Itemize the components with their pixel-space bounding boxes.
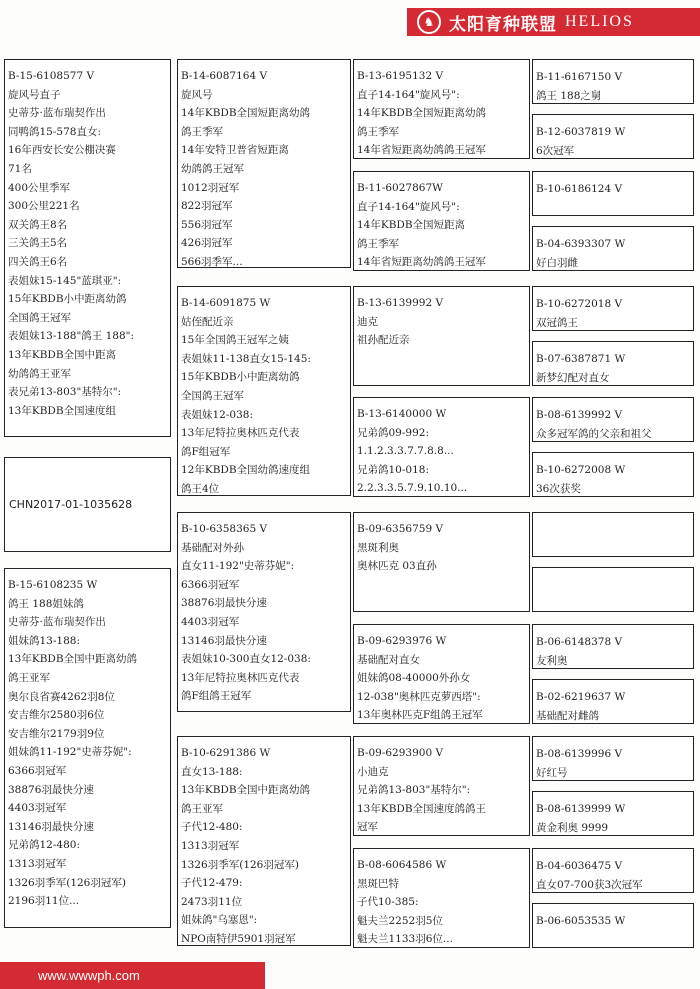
ring-number: B-10-6291386 W [181, 747, 271, 759]
pedigree-line: 2.2.3.3.5.7.9.10.10... [357, 482, 468, 495]
pedigree-line: 鸽王4位 [181, 482, 220, 495]
pedigree-line: 魁夫兰1133羽6位... [357, 933, 453, 946]
pedigree-line: 鸽王 188姐妹鸽 [8, 597, 84, 610]
gen4-box-2 [532, 114, 694, 159]
granddam-paternal-box [177, 286, 351, 496]
gen4-box-8 [532, 452, 694, 497]
gen3-box-5 [353, 512, 530, 612]
pedigree-line: 基础配对直女 [357, 653, 420, 666]
pedigree-line: 14年KBDB全国短距离 [357, 219, 466, 232]
footer-url: www.wwwph.com [38, 968, 140, 983]
pedigree-line: 四关鸽王6名 [8, 255, 68, 268]
pedigree-line: 基础配对雌鸽 [536, 709, 599, 722]
pedigree-line: 15年全国鸽王冠军之姨 [181, 334, 289, 347]
pedigree-line: 兄弟鸽09-992: [357, 426, 429, 439]
pedigree-line: 鸽王季军 [357, 237, 399, 250]
gen4-box-12 [532, 679, 694, 724]
pedigree-line: 14年安特卫普省短距离 [181, 144, 289, 157]
pedigree-line: 13年KBDB全国速度组 [8, 404, 117, 417]
pedigree-line: 1313羽冠军 [8, 857, 67, 870]
ring-number: B-06-6148378 V [536, 636, 623, 648]
pedigree-line: 直子14-164"旋风号": [357, 200, 460, 213]
pedigree-line: 幼鸽鸽王冠军 [181, 162, 244, 175]
ring-number: B-14-6087164 V [181, 70, 268, 82]
pedigree-line: 好白羽雌 [536, 256, 578, 269]
pedigree-line: 兄弟鸽13-803"基特尔": [357, 784, 471, 797]
pedigree-line: 566羽季军... [181, 255, 243, 268]
certificate-number: CHN2017-01-1035628 [9, 498, 133, 511]
ring-number: B-09-6293976 W [357, 635, 447, 647]
gen4-box-11 [532, 624, 694, 669]
pedigree-line: 13146羽最快分速 [8, 820, 94, 833]
ring-number: B-08-6139992 V [536, 409, 623, 421]
ring-number: B-08-6139999 W [536, 803, 626, 815]
pedigree-line: 子代10-385: [357, 896, 419, 909]
pedigree-line: 13年尼特拉奥林匹克代表 [181, 671, 300, 684]
gen3-box-6 [353, 624, 530, 724]
pedigree-line: 鸽王季军 [181, 125, 223, 138]
pedigree-line: 38876羽最快分速 [8, 783, 94, 796]
pedigree-line: 300公里221名 [8, 200, 80, 213]
pedigree-line: 1326羽季军(126羽冠军) [8, 876, 126, 889]
pedigree-line: 双冠鸽王 [536, 316, 578, 329]
pedigree-line: 三关鸽王5名 [8, 237, 68, 250]
gen4-box-7 [532, 397, 694, 442]
pedigree-line: 36次获奖 [536, 482, 581, 495]
pedigree-line: 迪克 [357, 315, 378, 328]
pedigree-line: 822羽冠军 [181, 200, 233, 213]
pedigree-line: 全国鸽王冠军 [181, 389, 244, 402]
pedigree-line: 6366羽冠军 [181, 578, 240, 591]
pedigree-line: 1313羽冠军 [181, 839, 240, 852]
pedigree-line: 直女11-192"史蒂芬妮": [181, 560, 295, 573]
pedigree-line: 71名 [8, 162, 32, 175]
gen4-box-4 [532, 226, 694, 271]
pedigree-line: 好红号 [536, 766, 568, 779]
pedigree-line: 12年KBDB全国幼鸽速度组 [181, 464, 311, 477]
ring-number: B-15-6108577 V [8, 70, 95, 82]
gen4-box-9 [532, 512, 694, 557]
grandsire-paternal-box [177, 59, 351, 268]
gen3-box-4 [353, 397, 530, 497]
ring-number: B-15-6108235 W [8, 579, 98, 591]
sire-lines [5, 60, 170, 420]
dam-lines [5, 569, 170, 911]
ring-number: B-10-6272008 W [536, 464, 626, 476]
pedigree-line: 子代12-479: [181, 877, 243, 890]
header-title: 太阳育种联盟 [449, 14, 557, 35]
pedigree-line: 兄弟鸽12-480: [8, 839, 80, 852]
pedigree-line: 旋风号直子 [8, 88, 61, 101]
pedigree-line: 黑斑利奥 [357, 541, 399, 554]
pedigree-line: 400公里季军 [8, 181, 71, 194]
ring-number: B-13-6140000 W [357, 408, 447, 420]
gen3-box-7 [353, 736, 530, 836]
pedigree-line: 4403羽冠军 [8, 802, 67, 815]
pedigree-line: 38876羽最快分速 [181, 597, 267, 610]
pedigree-line: 12-038"奥林匹克萝西塔": [357, 690, 481, 703]
pedigree-line: 15年KBDB小中距离幼鸽 [8, 293, 127, 306]
ring-number: B-10-6272018 V [536, 298, 623, 310]
ring-number: B-11-6027867W [357, 182, 443, 194]
pedigree-line: 旋风号 [181, 88, 213, 101]
pedigree-line: 16年西安长安公棚决赛 [8, 144, 116, 157]
pedigree-line: 幼鸽鸽王亚军 [8, 367, 71, 380]
pedigree-line: 15年KBDB小中距离幼鸽 [181, 371, 300, 384]
pedigree-line: 冠军 [357, 821, 378, 834]
pedigree-line: 13年尼特拉奥林匹克代表 [181, 427, 300, 440]
pedigree-line: 全国鸽王冠军 [8, 311, 71, 324]
pedigree-line: 友利奥 [536, 654, 568, 667]
horse-logo-icon: ♞ [417, 10, 441, 34]
pedigree-line: 姐妹鸽08-40000外孙女 [357, 672, 471, 685]
pedigree-line: 奥尔良省赛4262羽8位 [8, 690, 115, 703]
pedigree-line: 安吉维尔2179羽9位 [8, 727, 105, 740]
gen4-box-14 [532, 791, 694, 836]
pedigree-line: 14年KBDB全国短距离幼鸽 [181, 107, 311, 120]
pedigree-line: 黄金利奥 9999 [536, 821, 609, 834]
pedigree-line: 兄弟鸽10-018: [357, 463, 429, 476]
pedigree-line: 表姐妹10-300直女12-038: [181, 653, 311, 666]
pedigree-line: 同鸭鸽15-578直女: [8, 125, 101, 138]
pedigree-line: 表姐妹15-145"蓝琪亚": [8, 274, 122, 287]
pedigree-line: 1326羽季军(126羽冠军) [181, 858, 299, 871]
pedigree-line: 姐妹鸽13-188: [8, 634, 80, 647]
pedigree-line: 奥林匹克 03直孙 [357, 560, 437, 573]
pedigree-line: 14年省短距离幼鸽鸽王冠军 [357, 144, 486, 157]
pedigree-line: 姐妹鸽"乌塞恩": [181, 914, 258, 927]
gen4-box-5 [532, 286, 694, 331]
pedigree-line: 13年KBDB全国速度鸽鸽王 [357, 802, 487, 815]
pedigree-line: 6次冠军 [536, 144, 575, 157]
pedigree-line: 6366羽冠军 [8, 764, 67, 777]
ring-number: B-10-6186124 V [536, 183, 623, 195]
pedigree-line: 黑斑巴特 [357, 877, 399, 890]
pedigree-line: 基础配对外孙 [181, 541, 244, 554]
ring-number: B-13-6195132 V [357, 70, 444, 82]
gen3-box-2 [353, 171, 530, 271]
grandsire-maternal-box [177, 512, 351, 712]
pedigree-line: 鸽王 188之舅 [536, 89, 602, 102]
gen4-box-3 [532, 171, 694, 216]
gen4-box-10 [532, 567, 694, 612]
gen3-box-1 [353, 59, 530, 159]
gen3-box-3 [353, 286, 530, 386]
pedigree-line: 姐妹鸽11-192"史蒂芬妮": [8, 746, 132, 759]
ring-number: B-14-6091875 W [181, 297, 271, 309]
sire-box [4, 59, 171, 437]
pedigree-line: 426羽冠军 [181, 237, 233, 250]
pedigree-line: 14年KBDB全国短距离幼鸽 [357, 107, 487, 120]
header-banner [407, 8, 700, 36]
pedigree-line: 直女07-700获3次冠军 [536, 878, 643, 891]
pedigree-line: 13年KBDB全国中距离 [8, 348, 117, 361]
pedigree-line: 13年KBDB全国中距离幼鸽 [181, 784, 311, 797]
pedigree-line: 4403羽冠军 [181, 615, 240, 628]
ring-number: B-09-6293900 V [357, 747, 444, 759]
pedigree-line: 鸽王亚军 [8, 671, 50, 684]
pedigree-line: 14年省短距离幼鸽鸽王冠军 [357, 256, 486, 269]
pedigree-line: 13年奥林匹克F组鸽王冠军 [357, 709, 483, 722]
pedigree-line: 史蒂芬·蓝布瑞契作出 [8, 107, 106, 120]
pedigree-line: 表姐妹13-188"鸽王 188": [8, 330, 135, 343]
pedigree-line: 表姐妹11-138直女15-145: [181, 352, 311, 365]
pedigree-line: 直子14-164"旋风号": [357, 88, 460, 101]
ring-number: B-11-6167150 V [536, 71, 623, 83]
gen4-box-6 [532, 341, 694, 386]
pedigree-line: 小迪克 [357, 765, 389, 778]
pedigree-line: 鸽F组鸽王冠军 [181, 690, 252, 703]
header-brand: HELIOS [565, 13, 634, 30]
pedigree-line: 1.1.2.3.3.7.7.8.8... [357, 445, 454, 458]
pedigree-line: 史蒂芬·蓝布瑞契作出 [8, 616, 106, 629]
ring-number: B-08-6064586 W [357, 859, 447, 871]
ring-number: B-07-6387871 W [536, 353, 626, 365]
pedigree-line: 2473羽11位 [181, 895, 243, 908]
pedigree-line: 新梦幻配对直女 [536, 371, 610, 384]
pedigree-line: 姑侄配近亲 [181, 315, 234, 328]
ring-number: B-06-6053535 W [536, 915, 626, 927]
ring-number: B-10-6358365 V [181, 523, 268, 535]
pedigree-line: 鸽王季军 [357, 125, 399, 138]
pedigree-line: 13146羽最快分速 [181, 634, 267, 647]
gen4-box-16 [532, 903, 694, 948]
pedigree-line: 556羽冠军 [181, 218, 233, 231]
pedigree-line: 众多冠军鸽的父亲和祖父 [536, 427, 652, 440]
ring-number: B-04-6393307 W [536, 238, 626, 250]
pedigree-line: 1012羽冠军 [181, 181, 240, 194]
gen4-box-1 [532, 59, 694, 104]
footer-banner [0, 962, 265, 989]
pedigree-line: 安吉维尔2580羽6位 [8, 709, 105, 722]
gen3-box-8 [353, 848, 530, 948]
pedigree-line: NPO南特伊5901羽冠军 [181, 932, 296, 945]
pedigree-line: 鸽F组冠军 [181, 445, 231, 458]
pedigree-line: 魁夫兰2252羽5位 [357, 914, 443, 927]
pedigree-line: 表兄弟13-803"基特尔": [8, 386, 122, 399]
pedigree-line: 双关鸽王8名 [8, 218, 68, 231]
pedigree-line: 表姐妹12-038: [181, 408, 253, 421]
dam-box [4, 568, 171, 928]
ring-number: B-08-6139996 V [536, 748, 623, 760]
gen4-box-15 [532, 848, 694, 893]
gen4-box-13 [532, 736, 694, 781]
ring-number: B-02-6219637 W [536, 691, 626, 703]
pedigree-line: 祖孙配近亲 [357, 334, 410, 347]
ring-number: B-12-6037819 W [536, 126, 626, 138]
pedigree-line: 13年KBDB全国中距离幼鸽 [8, 653, 138, 666]
pedigree-line: 2196羽11位... [8, 895, 80, 908]
pedigree-line: 子代12-480: [181, 821, 243, 834]
ring-number: B-04-6036475 V [536, 860, 623, 872]
certificate-box [4, 457, 171, 552]
pedigree-line: 鸽王亚军 [181, 802, 223, 815]
ring-number: B-09-6356759 V [357, 523, 444, 535]
pedigree-line: 直女13-188: [181, 765, 243, 778]
granddam-maternal-box [177, 736, 351, 946]
ring-number: B-13-6139992 V [357, 297, 444, 309]
